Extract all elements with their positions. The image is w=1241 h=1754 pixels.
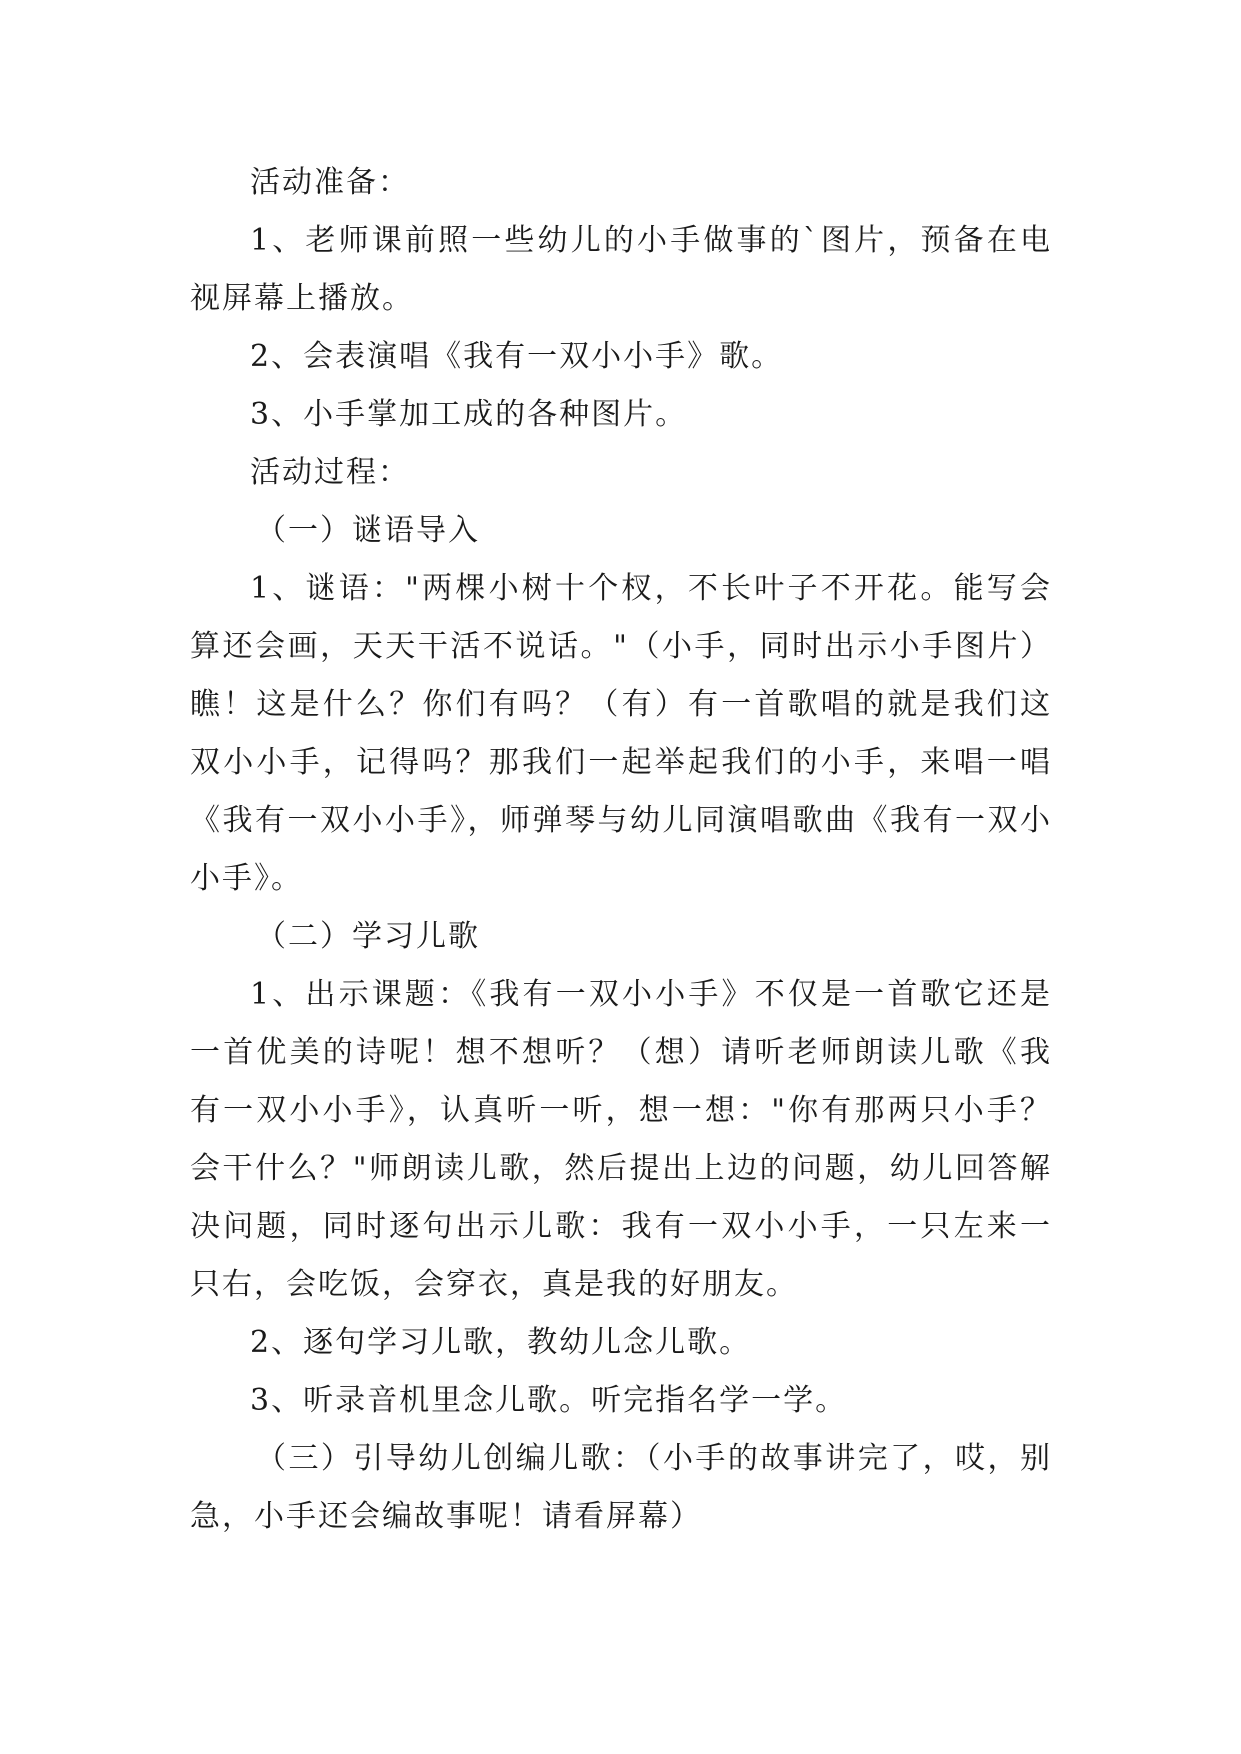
prep-item-3: 3、小手掌加工成的各种图片。 [250,397,688,432]
prep-item-2: 2、会表演唱《我有一双小小手》歌。 [250,339,784,374]
section-1-paragraph-1: 1、谜语："两棵小树十个杈，不长叶子不开花。能写会算还会画，天天干活不说话。"（小手，同时出示小手图片）瞧！这是什么？你们有吗？（有）有一首歌唱的就是我们这双小小手，记得吗？那我们一起举起我们的小手，来唱一唱《我有一双小小手》，师弹琴与幼儿同演唱歌曲《我有一双小小手》。 [190,571,1052,896]
section-2-title: （二）学习儿歌 [256,919,480,954]
prep-heading: 活动准备： [250,165,410,200]
prep-item-1: 1、老师课前照一些幼儿的小手做事的`图片，预备在电视屏幕上播放。 [190,223,1052,316]
process-heading: 活动过程： [250,455,410,490]
section-3-paragraph-1: （三）引导幼儿创编儿歌：（小手的故事讲完了，哎，别急，小手还会编故事呢！请看屏幕） [190,1441,1052,1534]
section-2-paragraph-1: 1、出示课题：《我有一双小小手》不仅是一首歌它还是一首优美的诗呢！想不想听？（想）请听老师朗读儿歌《我有一双小小手》，认真听一听，想一想："你有那两只小手？会干什么？"师朗读儿歌，然后提出上边的问题，幼儿回答解决问题，同时逐句出示儿歌：我有一双小小手，一只左来一只右，会吃饭，会穿衣，真是我的好朋友。 [190,977,1052,1302]
document-body [190,154,1052,1546]
section-2-paragraph-3: 3、听录音机里念儿歌。听完指名学一学。 [250,1383,848,1418]
section-2-paragraph-2: 2、逐句学习儿歌，教幼儿念儿歌。 [250,1325,752,1360]
section-1-title: （一）谜语导入 [256,513,480,548]
